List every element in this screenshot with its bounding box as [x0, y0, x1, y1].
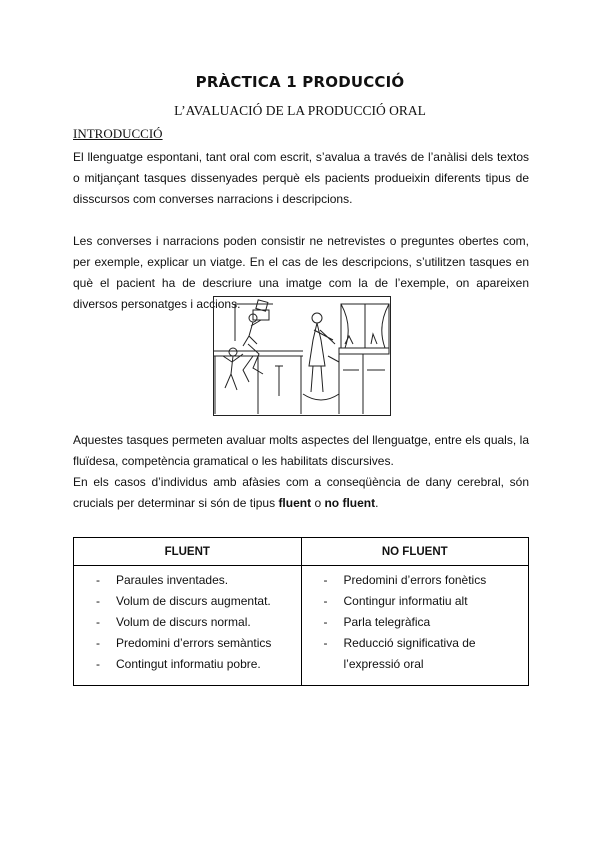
paragraph-aphasia-connector: o	[311, 496, 325, 510]
page-title: PRÀCTICA 1 PRODUCCIÓ	[195, 73, 405, 91]
term-no-fluent: no fluent	[324, 496, 376, 510]
paragraph-intro: El llenguatge espontani, tant oral com escrit, s’avalua a través de l’anàlisi dels textos o mitjançant tasques dissenyades perquè els pacients produeixin diferents tipus de disscursos com converses narracions i descripcions.	[73, 150, 529, 206]
no-fluent-list	[302, 570, 529, 675]
fluent-list	[74, 570, 301, 675]
fluent-cell	[74, 566, 302, 686]
no-fluent-cell	[301, 566, 529, 686]
list-item: - Paraules inventades.	[74, 570, 301, 591]
list-item: - Predomini d’errors fonètics	[302, 570, 529, 591]
cookie-theft-illustration	[213, 296, 391, 416]
paragraph-aphasia	[73, 472, 529, 514]
list-item: - Volum de discurs augmentat.	[74, 591, 301, 612]
paragraph-tasks: Aquestes tasques permeten avaluar molts aspectes del llenguatge, entre els quals, la fluïdesa, competència gramatical o les habilitats discursives.	[73, 433, 529, 468]
list-item: - Reducció significativa de l’expressió oral	[302, 633, 529, 675]
page-subtitle: L’AVALUACIÓ DE LA PRODUCCIÓ ORAL	[174, 103, 426, 118]
list-item: - Predomini d’errors semàntics	[74, 633, 301, 654]
paragraph-conversations: Les converses i narracions poden consistir ne netrevistes o preguntes obertes com, per exemple, explicar un viatge. En el cas de les descripcions, s’utilitzen tasques en què el pacient ha de descriure una imatge com la de l’exemple, on apareixen diversos personatges i accions.	[73, 234, 529, 311]
list-item: - Contingur informatiu alt	[302, 591, 529, 612]
section-heading: INTRODUCCIÓ	[73, 126, 163, 141]
list-item: - Contingut informatiu pobre.	[74, 654, 301, 675]
paragraph-aphasia-end: .	[375, 496, 379, 510]
list-item: - Parla telegràfica	[302, 612, 529, 633]
header-no-fluent: NO FLUENT	[301, 538, 529, 566]
fluency-comparison-table	[73, 537, 529, 686]
list-item: - Volum de discurs normal.	[74, 612, 301, 633]
header-fluent: FLUENT	[74, 538, 302, 566]
term-fluent: fluent	[278, 496, 312, 510]
paragraph-aphasia-text: En els casos d’individus amb afàsies com a conseqüència de dany cerebral, són crucials per determinar si són de tipus	[73, 475, 529, 510]
